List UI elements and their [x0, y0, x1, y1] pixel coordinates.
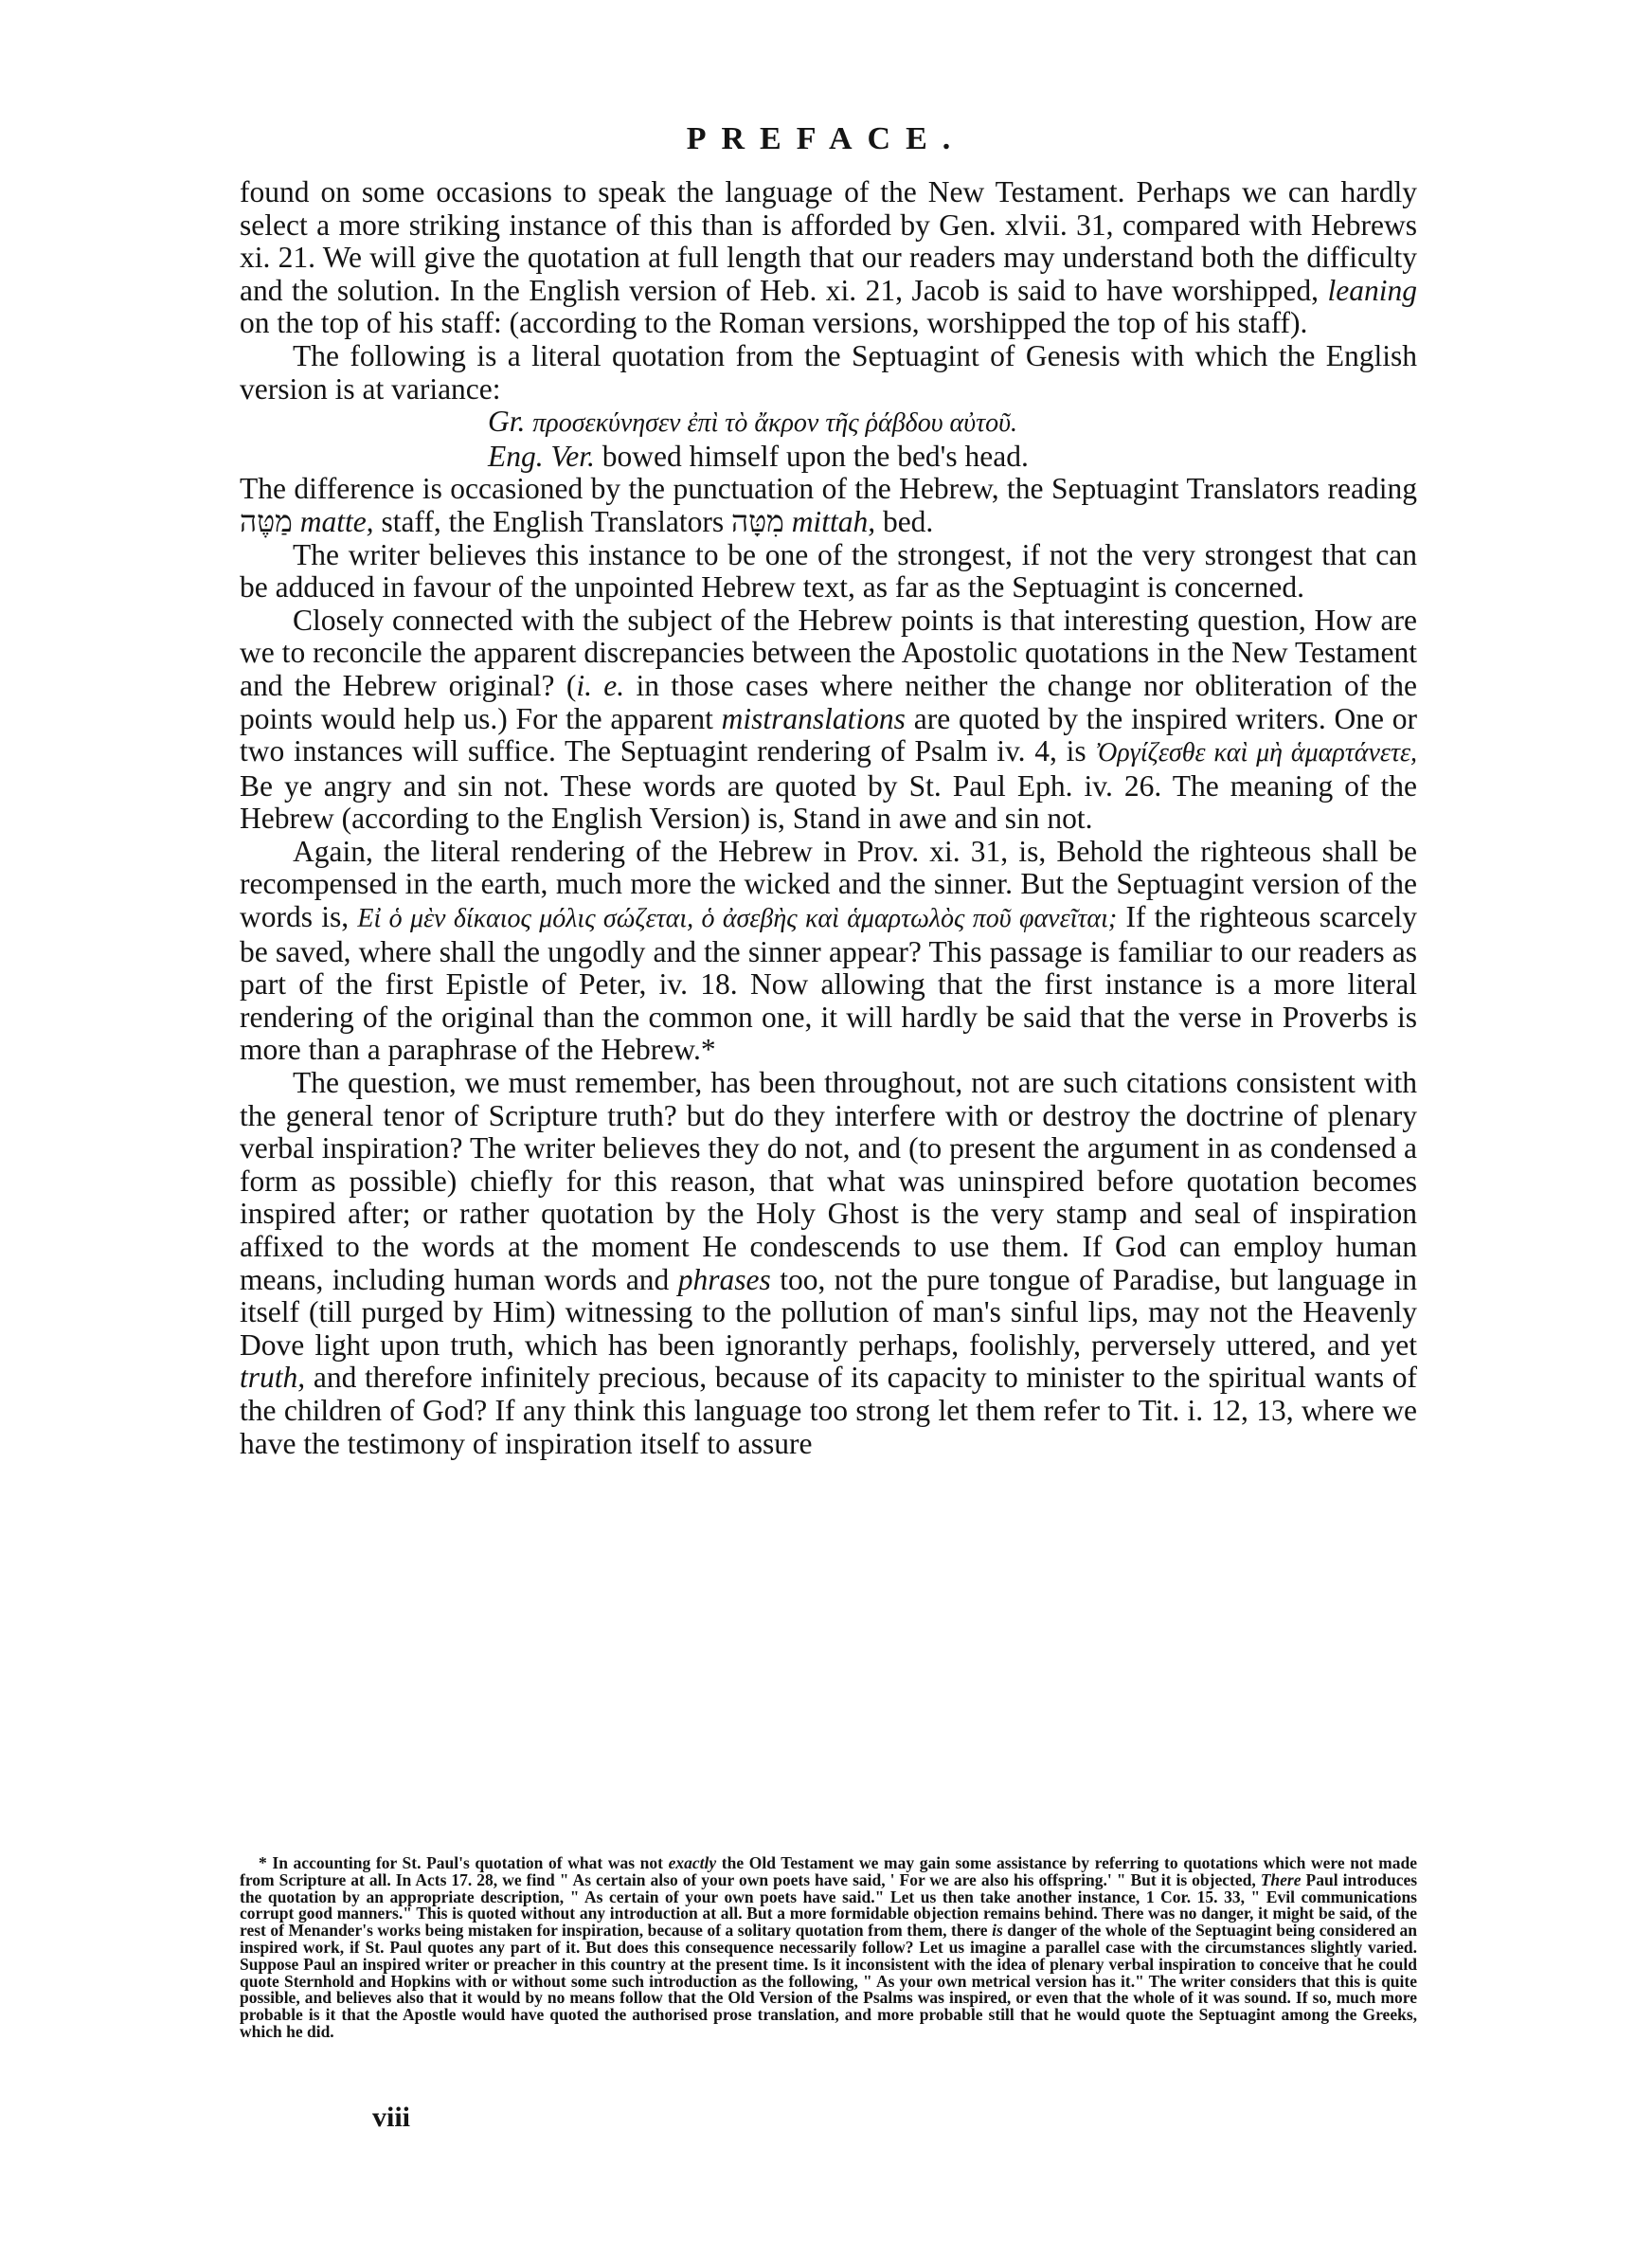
paragraph-2: The following is a literal quotation from the Septuagint of Genesis with which the English version is at variance: [240, 338, 1417, 406]
page-number: viii [372, 2102, 411, 2133]
page-header: PREFACE. [686, 121, 966, 156]
paragraph-4: The writer believes this instance to be one of the strongest, if not the very strongest that can be adduced in favour of the unpointed Hebrew text, as far as the Septuagint is concerned. [240, 537, 1417, 605]
quote-english: Eng. Ver. bowed himself upon the bed's head. [488, 439, 1029, 473]
paragraph-6: Again, the literal rendering of the Hebrew in Prov. xi. 31, is, Behold the righteous shall be recompensed in the earth, much more the wicked and the sinner. But the Septuagint version of the words is, Εἰ ὁ μὲν δίκαιος μόλις σώζεται, ὁ ἀσεβὴς καὶ ἁμαρτωλὸς ποῦ φανεῖται; If the righteous scarcely be saved, where shall the ungodly and the sinner appear? This passage is familiar to our readers as part of the first Epistle of Peter, iv. 18. Now allowing that the first instance is a more literal rendering of the original than the common one, it will hardly be said that the verse in Proverbs is more than a paraphrase of the Hebrew.* [240, 834, 1418, 1067]
paragraph-3: The difference is occasioned by the punctuation of the Hebrew, the Septuagint Translators reading מַטֶּה matte, staff, the English Translators מִטָּה mittah, bed. [240, 472, 1417, 539]
hebrew-word: מִטָּה [730, 504, 784, 539]
quote-greek: Gr. προσεκύνησεν ἐπὶ τὸ ἄκρον τῆς ῥάβδου αὐτοῦ. [488, 405, 1017, 439]
footnote: * In accounting for St. Paul's quotation of what was not exactly the Old Testament we may gain some assistance by referring to quotations which were not made from Scripture at all. In Acts 17. 28, we find " As certain also of your own poets have said, ' For we are also his offspring.' " But it is objected, There Paul introduces the quotation by an appropriate description, " As certain of your own poets have said." Let us then take another instance, 1 Cor. 15. 33, " Evil communications corrupt good manners." This is quoted without any introduction at all. But a more formidable objection remains behind. There was no danger, it might be said, of the rest of Menander's works being mistaken for inspiration, because of a solitary quotation from them, there is danger of the whole of the Septuagint being considered an inspired work, if St. Paul quotes any part of it. But does this consequence necessarily follow? Let us imagine a parallel case with the circumstances slightly varied. Suppose Paul an inspired writer or preacher in this country at the present time. Is it inconsistent with the idea of plenary verbal inspiration to conceive that he could quote Sternhold and Hopkins with or without some such introduction as the following, " As your own metrical version has it." The writer considers that this is quite possible, and believes also that it would by no means follow that the Old Version of the Psalms was inspired, or even that the whole of it was sound. If so, much more probable is it that the Apostle would have quoted the authorised prose translation, and more probable still that he would quote the Septuagint among the Greeks, which he did. [240, 1853, 1418, 2041]
paragraph-7: The question, we must remember, has been throughout, not are such citations consistent with the general tenor of Scripture truth? but do they interfere with or destroy the doctrine of plenary verbal inspiration? The writer believes they do not, and (to present the argument in as condensed a form as possible) chiefly for this reason, that what was uninspired before quotation becomes inspired after; or rather quotation by the Holy Ghost is the very stamp and seal of inspiration affixed to the words at the moment He condescends to use them. If God can employ human means, including human words and phrases too, not the pure tongue of Paradise, but language in itself (till purged by Him) witnessing to the pollution of man's sinful lips, may not the Heavenly Dove light upon truth, which has been ignorantly perhaps, foolishly, perversely uttered, and yet truth, and therefore infinitely precious, because of its capacity to minister to the spiritual wants of the children of God? If any think this language too strong let them refer to Tit. i. 12, 13, where we have the testimony of inspiration itself to assure [240, 1066, 1418, 1460]
body-text [240, 176, 1417, 1460]
paragraph-1: found on some occasions to speak the language of the New Testament. Perhaps we can hardly select a more striking instance of this than is afforded by Gen. xlvii. 31, compared with Hebrews xi. 21. We will give the quotation at full length that our readers may understand both the difficulty and the solution. In the English version of Heb. xi. 21, Jacob is said to have worshipped, leaning on the top of his staff: (according to the Roman versions, worshipped the top of his staff). [240, 175, 1418, 340]
paragraph-5: Closely connected with the subject of the Hebrew points is that interesting question, How are we to reconcile the apparent discrepancies between the Apostolic quotations in the New Testament and the Hebrew original? (i. e. in those cases where neither the change nor obliteration of the points would help us.) For the apparent mistranslations are quoted by the inspired writers. One or two instances will suffice. The Septuagint rendering of Psalm iv. 4, is Ὀργίζεσθε καὶ μὴ ἁμαρτάνετε, Be ye angry and sin not. These words are quoted by St. Paul Eph. iv. 26. The meaning of the Hebrew (according to the English Version) is, Stand in awe and sin not. [240, 603, 1418, 836]
hebrew-word: מַטֶּה [240, 504, 293, 539]
